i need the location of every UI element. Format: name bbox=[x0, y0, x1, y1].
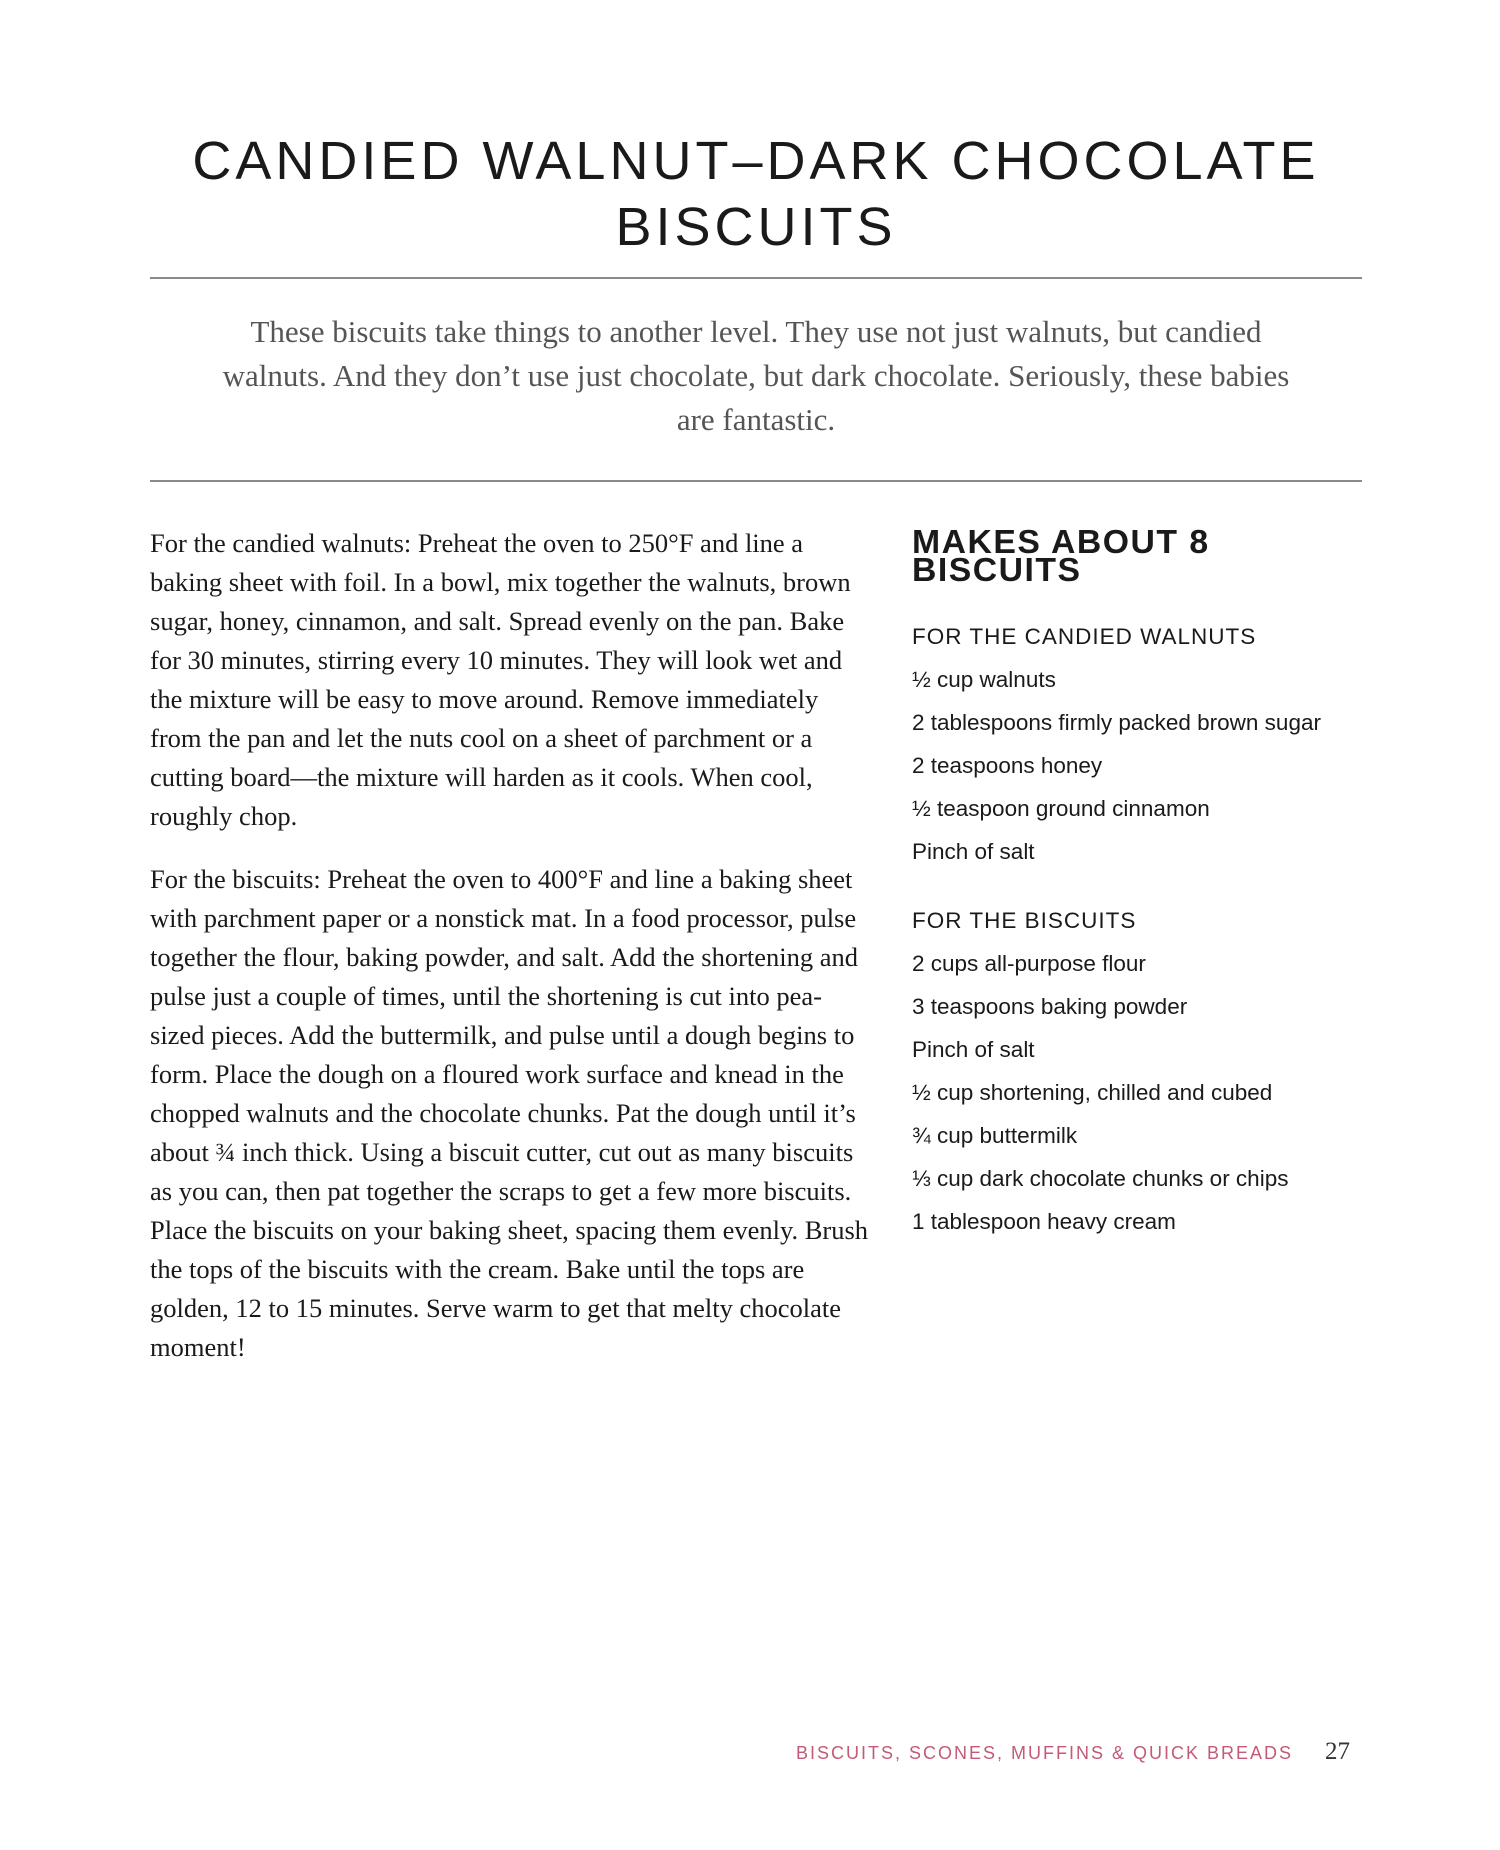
ingredient-list-walnuts bbox=[912, 665, 1382, 867]
page-number: 27 bbox=[1325, 1738, 1350, 1765]
ingredient-item: 2 teaspoons honey bbox=[912, 753, 1103, 778]
method-paragraph-candied-walnuts: For the candied walnuts: Preheat the oven to 250°F and line a baking sheet with foil. In a bowl, mix together the walnuts, brown sugar, honey, cinnamon, and salt. Spread evenly on the pan. Bake for 30 minutes, stirring every 10 minutes. They will look wet and the mixture will be easy to move around. Remove immediately from the pan and let the nuts cool on a sheet of parchment or a cutting board—the mixture will harden as it cools. When cool, roughly chop. bbox=[150, 528, 851, 831]
recipe-title-line-1: CANDIED WALNUT–DARK CHOCOLATE bbox=[192, 131, 1320, 191]
ingredient-item: ½ cup shortening, chilled and cubed bbox=[912, 1080, 1273, 1105]
recipe-intro: These biscuits take things to another level. They use not just walnuts, but candied walnuts. And they don’t use just chocolate, but dark chocolate. Seriously, these babies are fantastic. bbox=[222, 314, 1290, 437]
ingredient-item: ⅓ cup dark chocolate chunks or chips bbox=[912, 1166, 1289, 1191]
ingredient-list-biscuits bbox=[912, 949, 1382, 1237]
ingredient-item: Pinch of salt bbox=[912, 839, 1035, 864]
ingredient-item: 1 tablespoon heavy cream bbox=[912, 1209, 1176, 1234]
recipe-title-line-2: BISCUITS bbox=[615, 197, 897, 257]
ingredient-item: Pinch of salt bbox=[912, 1037, 1035, 1062]
middle-divider bbox=[150, 480, 1362, 482]
ingredient-group-heading-walnuts: FOR THE CANDIED WALNUTS bbox=[912, 624, 1257, 649]
recipe-title bbox=[150, 128, 1362, 260]
method-column bbox=[150, 524, 870, 1391]
method-paragraph-biscuits: For the biscuits: Preheat the oven to 400°F and line a baking sheet with parchment paper or a nonstick mat. In a food processor, pulse together the flour, baking powder, and salt. Add the shortening and pulse just a couple of times, until the shortening is cut into pea-sized pieces. Add the buttermilk, and pulse until a dough begins to form. Place the dough on a floured work surface and knead in the chopped walnuts and the chocolate chunks. Pat the dough until it’s about ¾ inch thick. Using a biscuit cutter, cut out as many biscuits as you can, then pat together the scraps to get a few more biscuits. Place the biscuits on your baking sheet, spacing them evenly. Brush the tops of the biscuits with the cream. Bake until the tops are golden, 12 to 15 minutes. Serve warm to get that melty chocolate moment! bbox=[150, 864, 869, 1362]
ingredients-column bbox=[912, 523, 1382, 1250]
ingredient-item: ¾ cup buttermilk bbox=[912, 1123, 1078, 1148]
ingredient-item: ½ teaspoon ground cinnamon bbox=[912, 796, 1210, 821]
footer-section-title: BISCUITS, SCONES, MUFFINS & QUICK BREADS bbox=[795, 1743, 1293, 1763]
ingredient-item: 3 teaspoons baking powder bbox=[912, 994, 1188, 1019]
top-divider bbox=[150, 277, 1362, 279]
page-footer bbox=[796, 1738, 1350, 1766]
ingredient-item: 2 tablespoons firmly packed brown sugar bbox=[912, 710, 1321, 735]
ingredient-item: 2 cups all-purpose flour bbox=[912, 951, 1146, 976]
ingredient-item: ½ cup walnuts bbox=[912, 667, 1056, 692]
ingredient-group-heading-biscuits: FOR THE BISCUITS bbox=[912, 908, 1137, 933]
recipe-yield: MAKES ABOUT 8 BISCUITS bbox=[912, 523, 1210, 589]
